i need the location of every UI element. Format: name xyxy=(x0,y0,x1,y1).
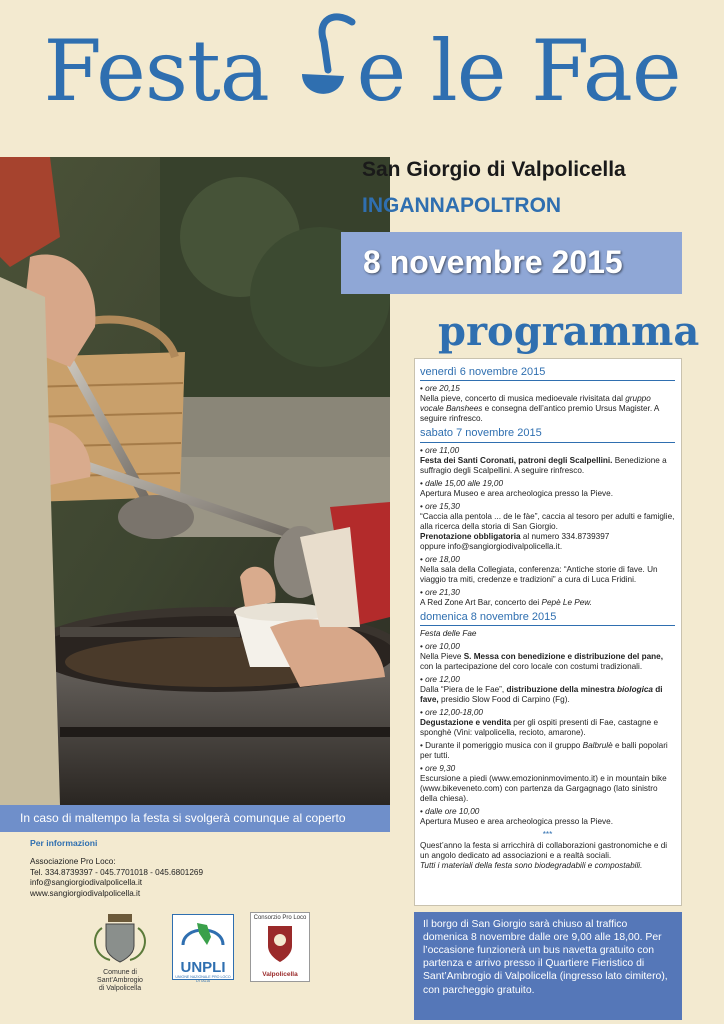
program-event: • ore 12,00-18,00 Degustazione e vendita per gli ospiti presenti di Fae, castagne e sponghè (Vini: valpolicella, recioto, amarone). xyxy=(420,708,675,738)
poster-title xyxy=(0,20,724,120)
program-event: • Durante il pomeriggio musica con il gruppo Balbrulè e balli popolari per tutti. xyxy=(420,741,668,761)
program-event: • ore 9,30 Escursione a piedi (www.emozioninmovimento.it) e in mountain bike (www.bikeveneto.com) con partenza da Gargagnago (lato sinistro della chiesa). xyxy=(420,764,675,804)
comune-logo xyxy=(80,912,160,993)
comune-caption-1: Comune di Sant’Ambrogio xyxy=(97,969,143,985)
program-event: • ore 18,00 Nella sala della Collegiata, conferenza: “Antiche storie di fave. Un viaggio tra miti, credenze e tradizioni” a cura di Luca Fridini. xyxy=(420,555,675,585)
consorzio-bottom: Valpolicella xyxy=(262,970,298,978)
program-event: • ore 15,30 “Caccia alla pentola ... de le fàe”, caccia al tesoro per adulti e famiglie, alla ricerca della storia di San Giorgio. Prenotazione obbligatoria al numero 334.8739397 oppure info@sangiorgiodivalpolicella.it. xyxy=(420,502,675,552)
program-title: programma xyxy=(438,308,700,355)
city-name: San Giorgio di Valpolicella xyxy=(362,158,626,181)
contact-info xyxy=(30,838,203,900)
unpli-subtitle: UNIONE NAZIONALE PRO LOCO D'ITALIA xyxy=(175,975,231,983)
italy-map-icon xyxy=(173,915,233,955)
unpli-text: UNPLI xyxy=(180,959,226,976)
title-rest: e le Fae xyxy=(356,22,681,120)
venue-name: INGANNAPOLTRON xyxy=(362,194,562,217)
crest-icon xyxy=(251,922,309,966)
event-photo xyxy=(0,157,390,805)
sponsor-logos xyxy=(80,912,320,992)
info-web[interactable]: www.sangiorgiodivalpolicella.it xyxy=(30,889,141,899)
program-event: • ore 11,00 Festa dei Santi Coronati, patroni degli Scalpellini. Benedizione a suffragio degli Scalpellini. A seguire rinfresco. xyxy=(420,446,675,476)
event-date: 8 novembre 2015 xyxy=(363,244,623,280)
info-email[interactable]: info@sangiorgiodivalpolicella.it xyxy=(30,878,143,888)
program-box xyxy=(414,358,682,906)
ladle-d-icon xyxy=(294,20,356,104)
separator-stars: *** xyxy=(542,830,553,840)
day-heading: domenica 8 novembre 2015 xyxy=(420,611,675,626)
weather-note: In caso di maltempo la festa si svolgerà comunque al coperto xyxy=(0,805,390,832)
program-event: • dalle ore 10,00 Apertura Museo e area archeologica presso la Pieve. xyxy=(420,807,675,827)
day-heading: sabato 7 novembre 2015 xyxy=(420,427,675,442)
program-event: • ore 21,30 A Red Zone Art Bar, concerto dei Pepè Le Pew. xyxy=(420,588,675,608)
program-event: • dalle 15,00 alle 19,00 Apertura Museo e area archeologica presso la Pieve. xyxy=(420,479,675,499)
unpli-logo xyxy=(172,914,234,983)
program-event: • ore 20,15 Nella pieve, concerto di musica medioevale rivisitata dal gruppo vocale Banshees e consegna dell’antico premio Ursus Magister. A seguire rinfresco. xyxy=(420,384,675,424)
closing-note: Quest’anno la festa si arricchirà di collaborazioni gastronomiche e di un angolo dedicato ad associazioni e a realtà sociali. Tutti i materiali della festa sono biodegradabili e compostabili. xyxy=(420,841,668,871)
program-event: • ore 12,00 Dalla “Piera de le Fae”, distribuzione della minestra biologica di fave, presidio Slow Food di Carpino (Fg). xyxy=(420,675,675,705)
day-heading: venerdì 6 novembre 2015 xyxy=(420,366,675,381)
day-subtitle: Festa delle Fae xyxy=(420,629,477,639)
date-band xyxy=(341,232,682,294)
info-org: Associazione Pro Loco: xyxy=(30,857,116,867)
info-heading: Per informazioni xyxy=(30,838,98,848)
comune-caption-2: di Valpolicella xyxy=(98,985,142,993)
info-tel: Tel. 334.8739397 - 045.7701018 - 045.6801269 xyxy=(30,867,203,877)
traffic-notice: Il borgo di San Giorgio sarà chiuso al traffico domenica 8 novembre dalle ore 9,00 alle 18,00. Per l’occasione funzionerà un bus navetta gratuito con partenza e arrivo presso il Quartiere Fieristico di Sant’Ambrogio di Valpolicella (ingresso lato cimitero), con parcheggio gratuito. xyxy=(414,912,682,1020)
program-event: • ore 10,00 Nella Pieve S. Messa con benedizione e distribuzione del pane, con la partecipazione del coro locale con costumi tradizionali. xyxy=(420,642,675,672)
coat-of-arms-icon xyxy=(80,912,160,964)
consorzio-top: Consorzio Pro Loco xyxy=(253,915,307,921)
title-festa: Festa xyxy=(43,22,295,120)
consorzio-logo xyxy=(250,912,310,982)
